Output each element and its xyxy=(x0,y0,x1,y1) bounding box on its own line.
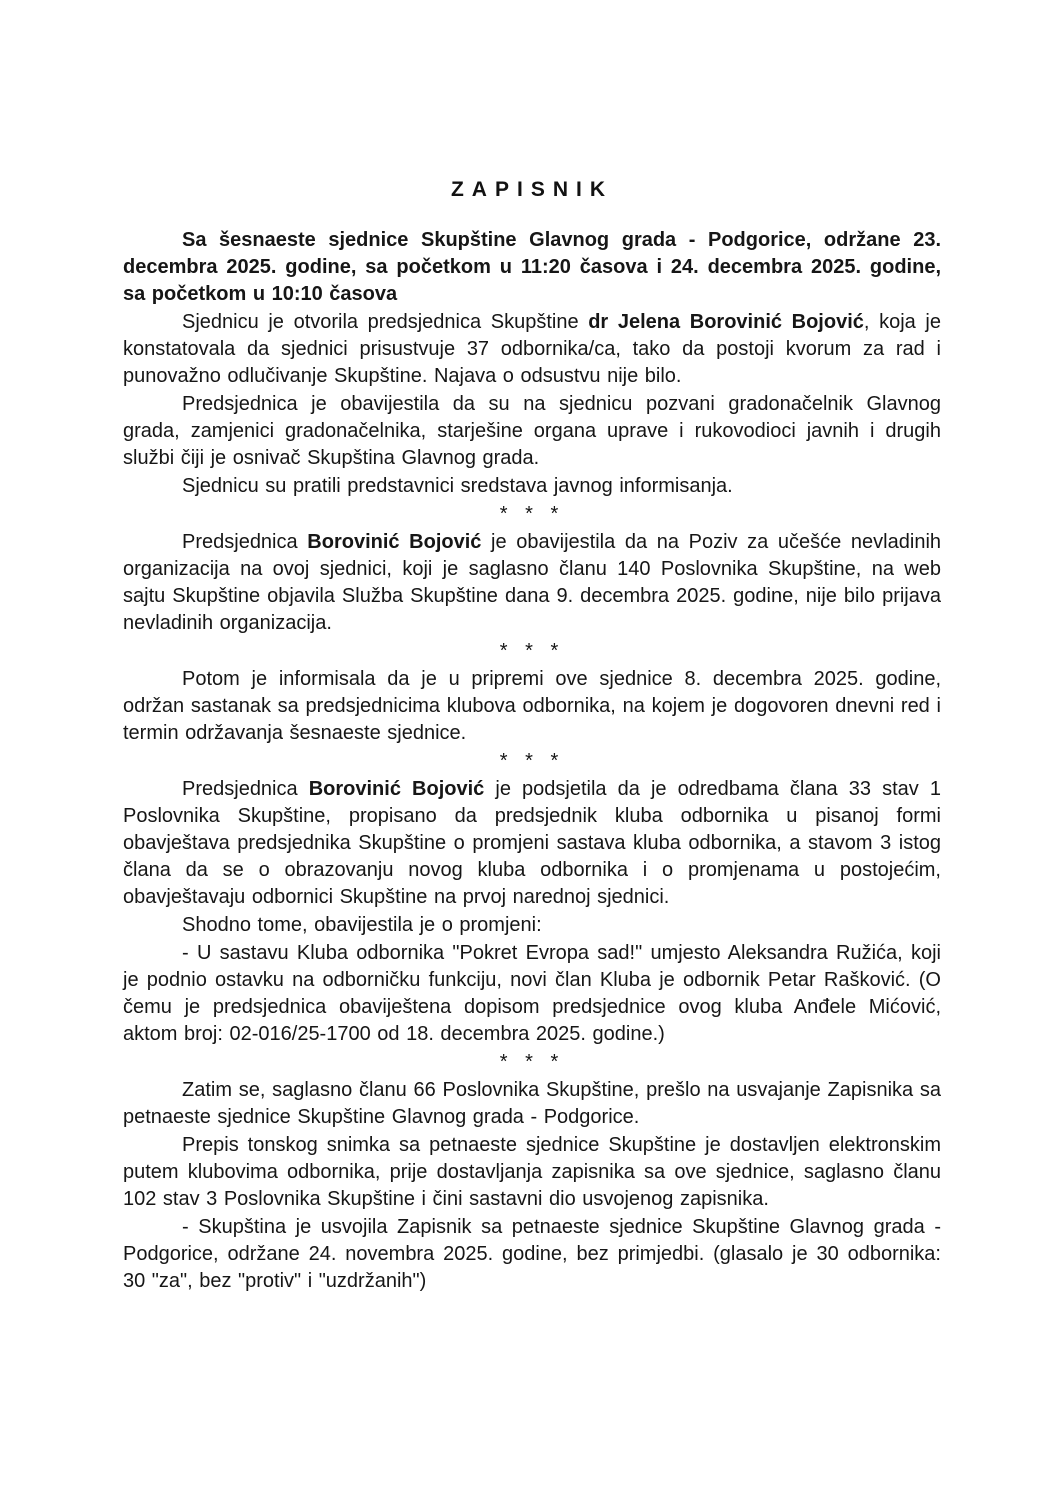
text-run: Predsjednica xyxy=(182,531,308,553)
paragraph xyxy=(123,391,941,472)
paragraph xyxy=(123,912,941,939)
section-separator: * * * xyxy=(499,640,565,662)
text-run: - Skupština je usvojila Zapisnik sa petnaeste sjednice Skupštine Glavnog grada - Podgorice, održane 24. novembra 2025. godine, bez primjedbi. (glasalo je 30 odbornika: 30 "za", bez "protiv" i "uzdržanih") xyxy=(123,1216,941,1292)
paragraph xyxy=(123,309,941,390)
text-run: je obavijestila da na Poziv za učešće nevladinih organizacija na ovoj sjednici, koji je saglasno članu 140 Poslovnika Skupštine, na web sajtu Skupštine objavila Služba Skupštine dana 9. decembra 2025. godine, nije bilo prijava nevladinih organizacija. xyxy=(123,531,942,634)
section-separator: * * * xyxy=(499,750,565,772)
paragraph xyxy=(123,666,941,747)
document-title: ZAPISNIK xyxy=(450,178,613,201)
paragraph xyxy=(123,473,941,500)
paragraph xyxy=(123,529,941,637)
section-separator: * * * xyxy=(499,503,565,525)
document-content xyxy=(123,175,941,1296)
text-run: Shodno tome, obavijestila je o promjeni: xyxy=(182,914,542,936)
bold-text-run: Borovinić Bojović xyxy=(307,531,482,553)
paragraph xyxy=(123,776,941,911)
bold-text-run: Sa šesnaeste sjednice Skupštine Glavnog grada - Podgorice, održane 23. decembra 2025. godine, sa početkom u 11:20 časova i 24. decembra 2025. godine, sa početkom u 10:10 časova xyxy=(123,229,941,305)
paragraph xyxy=(123,1132,941,1213)
bold-text-run: dr Jelena Borovinić Bojović xyxy=(588,311,864,333)
section-separator: * * * xyxy=(499,1051,565,1073)
document-body xyxy=(123,227,941,1295)
paragraph xyxy=(123,1214,941,1295)
text-run: Prepis tonskog snimka sa petnaeste sjednice Skupštine je dostavljen elektronskim putem klubovima odbornika, prije dostavljanja zapisnika sa ove sjednice, saglasno članu 102 stav 3 Poslovnika Skupštine i čini sastavni dio usvojenog zapisnika. xyxy=(123,1134,941,1210)
paragraph xyxy=(123,940,941,1048)
text-run: Sjednicu je otvorila predsjednica Skupštine xyxy=(182,311,589,333)
text-run: Predsjednica xyxy=(182,778,309,800)
text-run: Zatim se, saglasno članu 66 Poslovnika Skupštine, prešlo na usvajanje Zapisnika sa petnaeste sjednice Skupštine Glavnog grada - Podgorice. xyxy=(123,1079,941,1128)
text-run: , koja je konstatovala da sjednici prisustvuje 37 odbornika/ca, tako da postoji kvorum za rad i punovažno odlučivanje Skupštine. Najava o odsustvu nije bilo. xyxy=(123,311,941,387)
text-run: Potom je informisala da je u pripremi ove sjednice 8. decembra 2025. godine, održan sastanak sa predsjednicima klubova odbornika, na kojem je dogovoren dnevni red i termin održavanja šesnaeste sjednice. xyxy=(123,668,941,744)
text-run: je podsjetila da je odredbama člana 33 stav 1 Poslovnika Skupštine, propisano da predsjednik kluba odbornika u pisanoj formi obavještava predsjednika Skupštine o promjeni sastava kluba odbornika, a stavom 3 istog člana da se o obrazovanju novog kluba odbornika i o promjenama u postojećim, obavještavaju odbornici Skupštine na prvoj narednoj sjednici. xyxy=(123,778,941,908)
paragraph xyxy=(123,1077,941,1131)
text-run: - U sastavu Kluba odbornika "Pokret Evropa sad!" umjesto Aleksandra Ružića, koji je podnio ostavku na odborničku funkciju, novi član Kluba je odbornik Petar Rašković. (O čemu je predsjednica obaviještena dopisom predsjednice ovog kluba Anđele Mićović, aktom broj: 02-016/25-1700 od 18. decembra 2025. godine.) xyxy=(123,942,941,1045)
text-run: Sjednicu su pratili predstavnici sredstava javnog informisanja. xyxy=(182,475,733,497)
text-run: Predsjednica je obavijestila da su na sjednicu pozvani gradonačelnik Glavnog grada, zamjenici gradonačelnika, starješine organa uprave i rukovodioci javnih i drugih službi čiji je osnivač Skupština Glavnog grada. xyxy=(123,393,941,469)
bold-text-run: Borovinić Bojović xyxy=(308,778,485,800)
paragraph xyxy=(123,227,941,308)
